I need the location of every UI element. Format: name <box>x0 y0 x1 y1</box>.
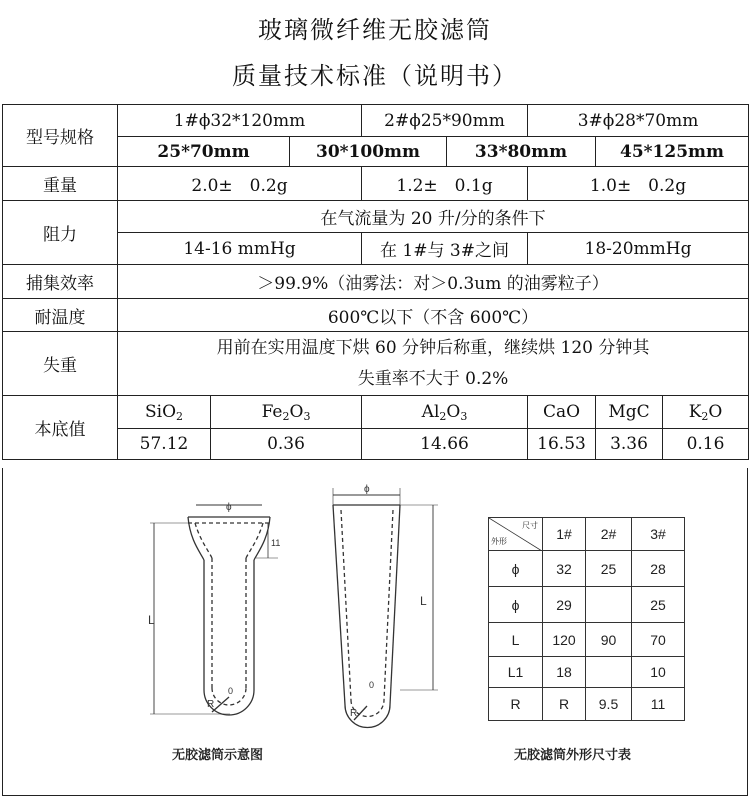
cell <box>586 657 632 688</box>
temperature-value: 600℃以下（不含 600℃） <box>118 299 749 332</box>
value-k2o: 0.16 <box>663 429 749 460</box>
model-3: 3#ϕ28*70mm <box>528 105 749 137</box>
col-1: 1# <box>543 518 586 551</box>
weight-1: 2.0± 0.2g <box>118 167 362 201</box>
dimension-table-caption: 无胶滤筒外形尺寸表 <box>514 748 632 763</box>
size-2: 30*100mm <box>290 137 447 167</box>
oxide-al2o3: $Al_2O_3$ <box>362 396 528 429</box>
tube-phi-label: ϕ <box>364 484 370 495</box>
left-angle-label: 0 <box>228 686 234 696</box>
tube-left <box>333 505 345 705</box>
corner-bottom-label: 外形 <box>491 537 507 546</box>
oxide-cao: CaO <box>528 396 596 429</box>
weight-loss-line1: 用前在实用温度下烘 60 分钟后称重，继续烘 120 分钟其 <box>216 337 650 358</box>
dimension-table <box>488 517 685 721</box>
corner-top-label: 尺寸 <box>522 521 538 530</box>
document-subtitle: 质量技术标准（说明书） <box>232 62 518 90</box>
row-label: ϕ <box>489 587 543 623</box>
document-title: 玻璃微纤维无胶滤筒 <box>258 16 492 44</box>
cell: 10 <box>632 657 685 688</box>
weight-2: 1.2± 0.1g <box>362 167 528 201</box>
left-l-label: L <box>148 613 155 627</box>
cell: 25 <box>632 587 685 623</box>
efficiency-value: ＞99.9%（油雾法：对＞0.3um 的油雾粒子） <box>118 265 749 299</box>
cell: 29 <box>543 587 586 623</box>
row-label: L1 <box>489 657 543 688</box>
weight-loss-line2: 失重率不大于 0.2% <box>357 368 509 389</box>
cell: 32 <box>543 551 586 587</box>
resistance-1: 14-16 mmHg <box>118 233 362 265</box>
size-1: 25*70mm <box>118 137 290 167</box>
model-1: 1#ϕ32*120mm <box>118 105 362 137</box>
drawing-caption: 无胶滤筒示意图 <box>172 748 264 763</box>
cell <box>586 587 632 623</box>
weight-loss-label: 失重 <box>3 332 118 396</box>
cell: 9.5 <box>586 688 632 721</box>
value-al2o3: 14.66 <box>362 429 528 460</box>
resistance-3: 18-20mmHg <box>528 233 749 265</box>
row-label: R <box>489 688 543 721</box>
resistance-2: 在 1#与 3#之间 <box>362 233 528 265</box>
left-l1-label: 11 <box>271 538 281 548</box>
left-phi-label: ϕ <box>226 502 232 513</box>
value-fe2o3: 0.36 <box>211 429 362 460</box>
model-label: 型号规格 <box>3 105 118 167</box>
col-2: 2# <box>586 518 632 551</box>
background-label: 本底值 <box>3 396 118 460</box>
resistance-label: 阻力 <box>3 201 118 265</box>
tube-angle-label: 0 <box>369 680 375 690</box>
oxide-k2o: $K_2O$ <box>663 396 749 429</box>
weight-label: 重量 <box>3 167 118 201</box>
flanged-filter-drawing <box>150 505 281 715</box>
cell: 70 <box>632 623 685 657</box>
size-4: 45*125mm <box>596 137 749 167</box>
row-label: L <box>489 623 543 657</box>
col-3: 3# <box>632 518 685 551</box>
left-r-label: R <box>207 699 215 710</box>
size-3: 33*80mm <box>447 137 596 167</box>
cell: 18 <box>543 657 586 688</box>
oxide-mgc: MgC <box>596 396 663 429</box>
value-cao: 16.53 <box>528 429 596 460</box>
efficiency-label: 捕集效率 <box>3 265 118 299</box>
tube-l-label: L <box>420 594 427 608</box>
cell: 90 <box>586 623 632 657</box>
oxide-fe2o3: $Fe_2O_3$ <box>211 396 362 429</box>
dimension-corner <box>489 518 543 551</box>
cell: 120 <box>543 623 586 657</box>
temperature-label: 耐温度 <box>3 299 118 332</box>
row-label: ϕ <box>489 551 543 587</box>
model-2: 2#ϕ25*90mm <box>362 105 528 137</box>
cell: 11 <box>632 688 685 721</box>
weight-3: 1.0± 0.2g <box>528 167 749 201</box>
cell: 28 <box>632 551 685 587</box>
value-sio2: 57.12 <box>118 429 211 460</box>
value-mgc: 3.36 <box>596 429 663 460</box>
tube-r-label: R <box>350 708 358 719</box>
cell: R <box>543 688 586 721</box>
cell: 25 <box>586 551 632 587</box>
tube-right <box>390 505 400 705</box>
oxide-sio2: SiO$_2$ <box>118 396 211 429</box>
resistance-condition: 在气流量为 20 升/分的条件下 <box>118 201 749 233</box>
